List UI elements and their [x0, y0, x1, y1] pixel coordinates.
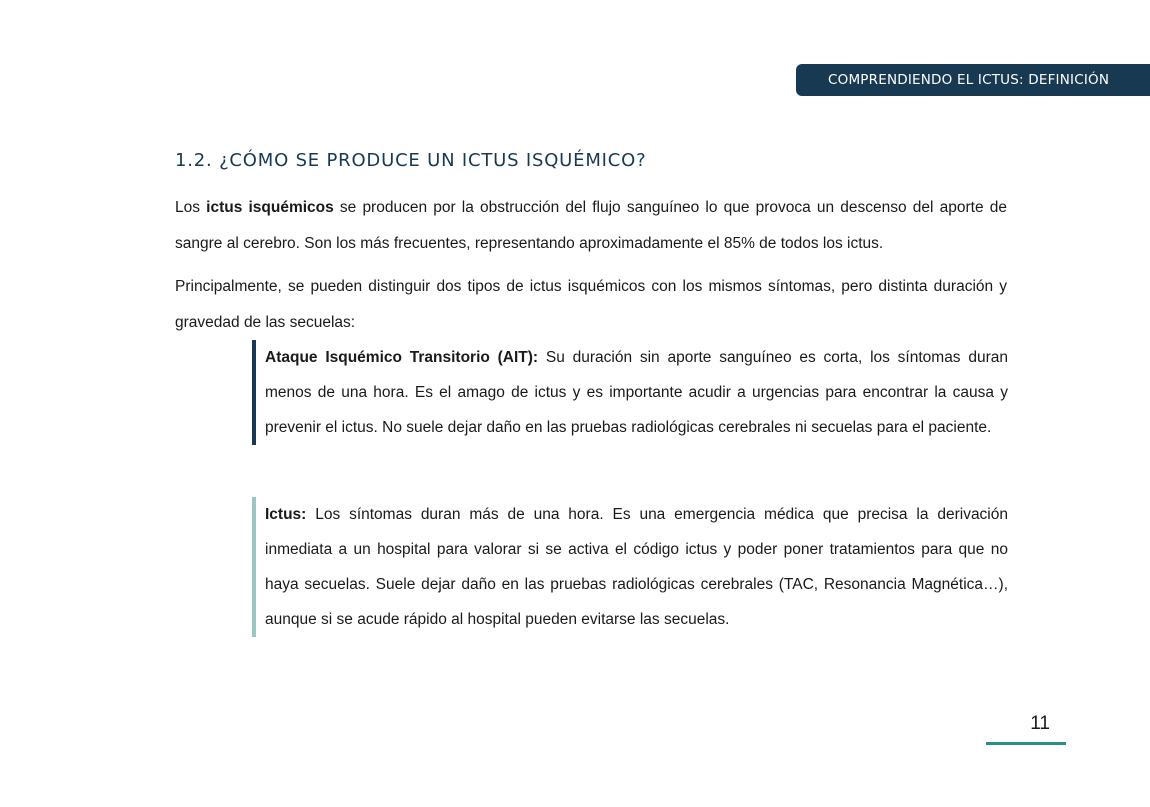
page-number: 11	[1030, 713, 1050, 734]
type-ictus-text: Los síntomas duran más de una hora. Es una emergencia médica que precisa la derivación inmediata a un hospital para valorar si se activa el código ictus y poder poner tratamientos para que no haya secuelas. Suele dejar daño en las pruebas radiológicas cerebrales (TAC, Resonancia Magnética…), aunque si se acude rápido al hospital pueden evitarse las secuelas.	[265, 506, 1008, 628]
intro-rest: se producen por la obstrucción del flujo sanguíneo lo que provoca un descenso del aporte de sangre al cerebro. Son los más frecuentes, representando aproximadamente el 85% de todos los ictus.	[175, 199, 1007, 252]
type-ictus-term: Ictus:	[265, 506, 307, 523]
type-ictus-block	[252, 497, 1008, 637]
type-ait-block	[252, 340, 1008, 445]
section-title: 1.2. ¿CÓMO SE PRODUCE UN ICTUS ISQUÉMICO?	[175, 150, 647, 171]
chapter-header-label: COMPRENDIENDO EL ICTUS: DEFINICIÓN	[828, 72, 1110, 88]
types-intro-paragraph: Principalmente, se pueden distinguir dos tipos de ictus isquémicos con los mismos síntomas, pero distinta duración y gravedad de las secuelas:	[175, 278, 1007, 331]
chapter-header-tab	[796, 64, 1150, 96]
intro-bold-term: ictus isquémicos	[206, 199, 334, 216]
type-ait-term: Ataque Isquémico Transitorio (AIT):	[265, 349, 539, 366]
page-number-underline	[986, 742, 1066, 745]
intro-prefix: Los	[175, 199, 207, 216]
intro-paragraph	[175, 190, 1007, 262]
type-ait-text: Su duración sin aporte sanguíneo es corta, los síntomas duran menos de una hora. Es el amago de ictus y es importante acudir a urgencias para encontrar la causa y prevenir el ictus. No suele dejar daño en las pruebas radiológicas cerebrales ni secuelas para el paciente.	[265, 349, 1008, 436]
